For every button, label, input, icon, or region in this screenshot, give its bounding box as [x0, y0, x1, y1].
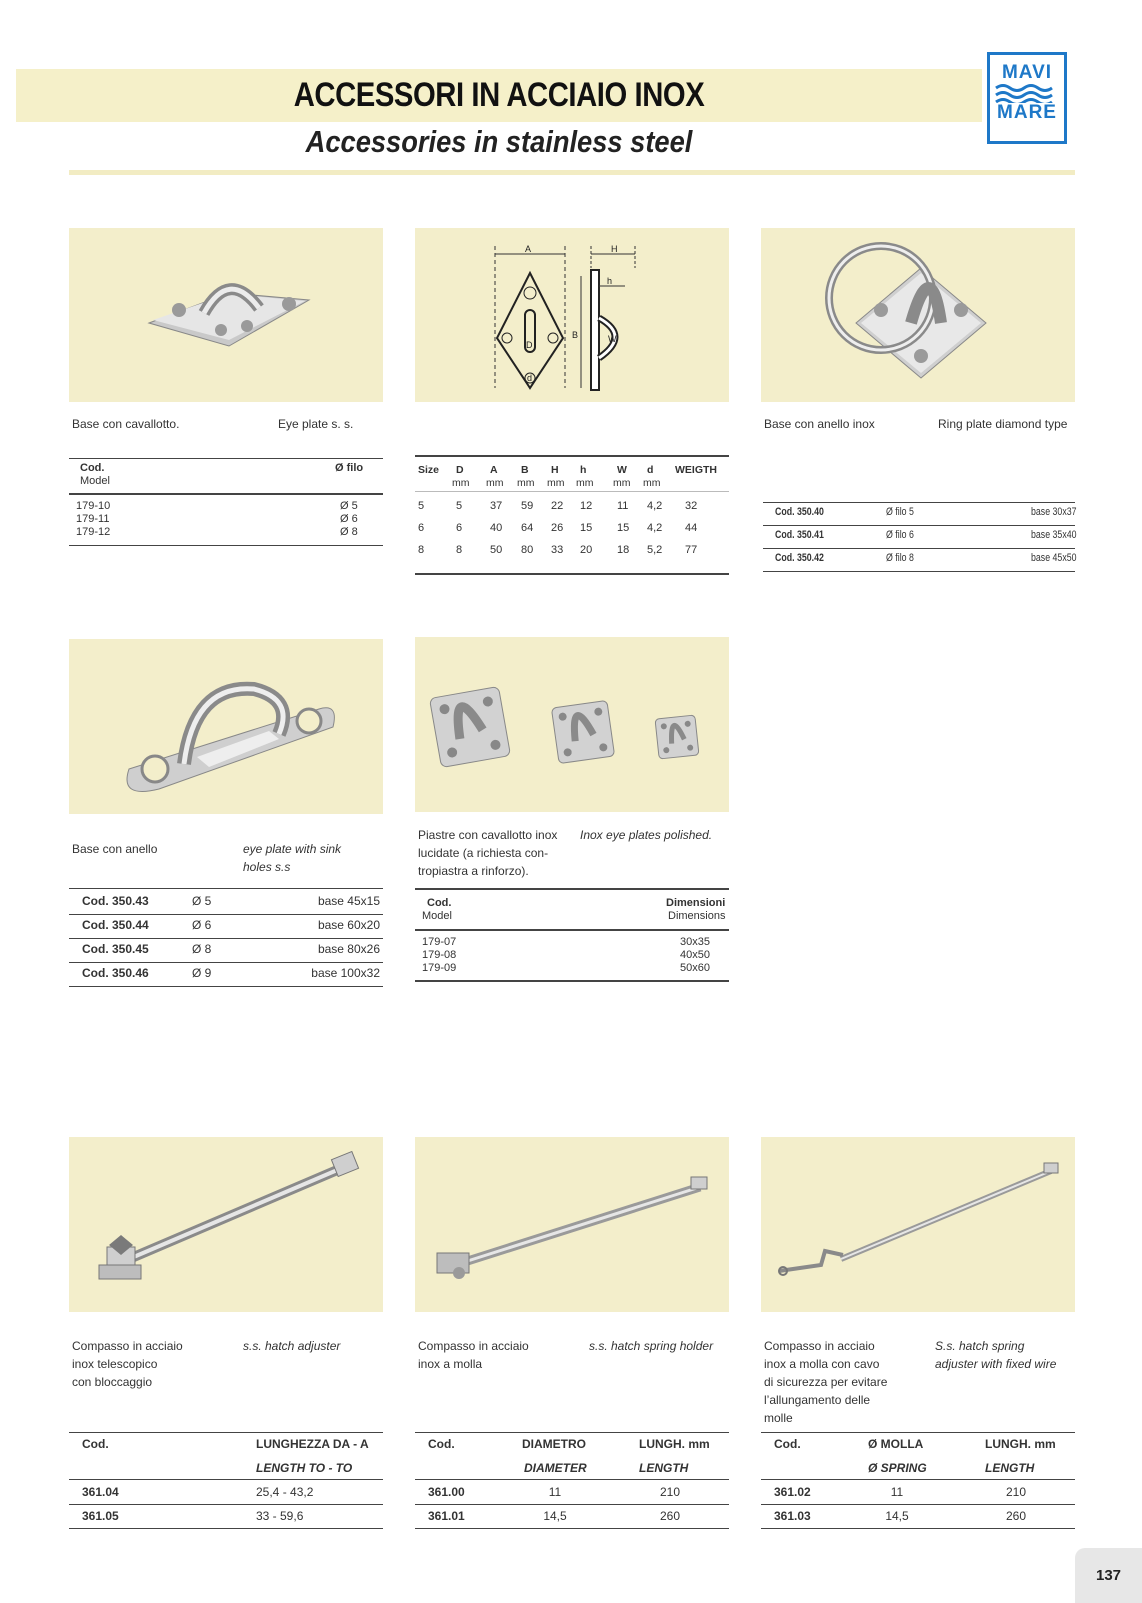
- table-rule: [763, 548, 1075, 549]
- square-plates-caption-en: Inox eye plates polished.: [580, 828, 713, 842]
- table-cell: 12: [580, 500, 593, 512]
- col-header: W: [617, 464, 627, 476]
- col-header-cod: Cod.: [80, 462, 105, 474]
- table-rule: [69, 986, 383, 987]
- table-rule: [69, 1528, 383, 1529]
- col-header-length-en: LENGTH: [985, 1461, 1035, 1475]
- model-code: 179-07: [422, 936, 457, 948]
- table-rule: [763, 502, 1075, 503]
- col-header-model: Model: [80, 475, 110, 487]
- base-value: base 60x20: [317, 918, 380, 932]
- col-header-cod: Cod.: [774, 1437, 801, 1451]
- col-header-length-en: LENGTH TO - TO: [256, 1461, 353, 1475]
- table-rule: [69, 458, 383, 459]
- col-header: WEIGTH: [675, 464, 717, 476]
- sink-plate-caption-en-1: eye plate with sink: [243, 842, 342, 856]
- table-rule: [69, 914, 383, 915]
- table-row: [76, 500, 110, 513]
- table-cell: 50: [490, 544, 503, 556]
- square-plates-caption-it-1: Piastre con cavallotto inox: [418, 828, 558, 842]
- table-rule: [761, 1504, 1075, 1505]
- table-cell: 64: [521, 522, 534, 534]
- diameter-value: 14,5: [543, 1509, 567, 1523]
- table-cell: 20: [580, 544, 593, 556]
- col-unit: mm: [486, 477, 504, 489]
- wire-hatch-adjuster-photo: [761, 1137, 1075, 1312]
- base-value: base 100x32: [311, 966, 380, 980]
- model-code: 179-09: [422, 962, 457, 974]
- model-code: 179-12: [76, 526, 111, 538]
- table-cell: 37: [490, 500, 503, 512]
- base-value: base 35x40: [1031, 529, 1077, 541]
- telescopic-caption-it-2: inox telescopico: [72, 1357, 158, 1371]
- wire-caption-it-4: l’allungamento delle: [764, 1393, 871, 1407]
- col-header: Size: [418, 464, 440, 476]
- col-header-filo: Ø filo: [335, 462, 364, 474]
- telescopic-caption-en: s.s. hatch adjuster: [243, 1339, 341, 1353]
- wire-caption-it-5: molle: [764, 1411, 793, 1425]
- col-header-cod: Cod.: [428, 1437, 455, 1451]
- col-header: A: [490, 464, 498, 476]
- base-value: base 45x50: [1031, 552, 1077, 564]
- page-number: 137: [1095, 1567, 1122, 1584]
- header-rule: [69, 170, 1075, 175]
- table-cell: 44: [685, 522, 698, 534]
- dimension-value: 30x35: [680, 936, 710, 948]
- base-value: base 45x15: [317, 894, 380, 908]
- spring-hatch-holder-photo: [415, 1137, 729, 1312]
- diameter-value: Ø 8: [192, 942, 212, 956]
- filo-value: Ø 8: [340, 526, 358, 538]
- telescopic-caption-it-1: Compasso in acciaio: [72, 1339, 183, 1353]
- table-rule: [415, 929, 729, 931]
- ring-plate-caption-it: Base con anello inox: [764, 417, 875, 431]
- product-code: Cod. 350.41: [775, 529, 824, 541]
- table-cell: 5: [418, 500, 425, 512]
- diameter-value: 11: [890, 1485, 904, 1499]
- table-cell: 5,2: [647, 544, 663, 556]
- diagram-label-d-upper: D: [526, 340, 533, 350]
- col-header-dimensioni: Dimensioni: [666, 897, 726, 909]
- table-cell: 8: [418, 544, 425, 556]
- col-header: D: [456, 464, 464, 476]
- table-rule: [69, 1432, 383, 1433]
- table-rule: [415, 1504, 729, 1505]
- diameter-value: 11: [548, 1485, 562, 1499]
- diameter-value: Ø 6: [192, 918, 212, 932]
- product-code: Cod. 350.44: [82, 918, 149, 932]
- col-header-diameter-en: DIAMETER: [524, 1461, 587, 1475]
- table-cell: 5: [456, 500, 463, 512]
- table-rule: [69, 1479, 383, 1480]
- product-code: 361.03: [774, 1509, 811, 1523]
- diagram-label-b: B: [572, 330, 579, 340]
- wire-caption-it-3: di sicurezza per evitare: [764, 1375, 888, 1389]
- table-cell: 26: [551, 522, 564, 534]
- table-cell: 33: [551, 544, 564, 556]
- col-header-length-en: LENGTH: [639, 1461, 689, 1475]
- table-cell: 59: [521, 500, 534, 512]
- filo-value: Ø filo 5: [886, 506, 914, 518]
- length-value: 260: [1005, 1509, 1027, 1523]
- table-rule: [763, 571, 1075, 572]
- diameter-value: Ø 9: [192, 966, 212, 980]
- sink-eye-plate-photo: [69, 639, 383, 814]
- table-cell: 18: [617, 544, 630, 556]
- table-rule: [415, 980, 729, 982]
- diagram-label-h-lower: h: [607, 276, 613, 286]
- table-cell: 80: [521, 544, 534, 556]
- product-code: Cod. 350.43: [82, 894, 149, 908]
- eye-plate-caption-it: Base con cavallotto.: [72, 417, 180, 431]
- length-value: 25,4 - 43,2: [256, 1485, 314, 1499]
- model-code: 179-08: [422, 949, 457, 961]
- table-rule: [415, 455, 729, 457]
- col-header-model: Model: [422, 910, 452, 922]
- col-header-cod: Cod.: [82, 1437, 109, 1451]
- table-rule: [69, 888, 383, 889]
- filo-value: Ø filo 6: [886, 529, 914, 541]
- col-header-length: LUNGHEZZA DA - A: [256, 1437, 369, 1451]
- telescopic-hatch-adjuster-photo: [69, 1137, 383, 1312]
- table-rule: [69, 962, 383, 963]
- col-header-cod: Cod.: [427, 897, 452, 909]
- table-cell: 77: [685, 544, 698, 556]
- length-value: 210: [659, 1485, 681, 1499]
- product-code: 361.04: [82, 1485, 119, 1499]
- col-header-length: LUNGH. mm: [985, 1437, 1056, 1451]
- table-cell: 22: [551, 500, 564, 512]
- page-title: ACCESSORI IN ACCIAIO INOX: [293, 76, 705, 114]
- filo-value: Ø 6: [340, 513, 358, 525]
- diameter-value: 14,5: [885, 1509, 909, 1523]
- filo-value: Ø filo 8: [886, 552, 914, 564]
- sink-plate-caption-en-2: holes s.s: [243, 860, 291, 874]
- ring-plate-caption-en: Ring plate diamond type: [938, 417, 1068, 431]
- table-rule: [415, 888, 729, 890]
- col-unit: mm: [517, 477, 535, 489]
- product-code: Cod. 350.42: [775, 552, 824, 564]
- square-plates-caption-it-2: lucidate (a richiesta con-: [418, 846, 549, 860]
- table-cell: 15: [617, 522, 630, 534]
- spring-caption-en: s.s. hatch spring holder: [589, 1339, 714, 1353]
- logo-text-bottom: MARE: [997, 102, 1057, 123]
- diagram-label-d-lower: d: [527, 373, 533, 383]
- length-value: 210: [1005, 1485, 1027, 1499]
- wire-caption-en-1: S.s. hatch spring: [935, 1339, 1025, 1353]
- col-header: d: [647, 464, 654, 476]
- table-rule: [415, 573, 729, 575]
- wire-caption-it-1: Compasso in acciaio: [764, 1339, 875, 1353]
- table-rule: [761, 1528, 1075, 1529]
- table-cell: 6: [418, 522, 425, 534]
- table-rule: [761, 1432, 1075, 1433]
- spring-caption-it-2: inox a molla: [418, 1357, 483, 1371]
- table-row: [76, 526, 110, 539]
- table-row: [76, 513, 109, 526]
- square-eye-plates-photo: [415, 637, 729, 812]
- table-rule: [69, 938, 383, 939]
- col-unit: mm: [547, 477, 565, 489]
- col-header-dimensions: Dimensions: [668, 910, 726, 922]
- sink-plate-caption-it: Base con anello: [72, 842, 158, 856]
- table-rule: [763, 525, 1075, 526]
- table-cell: 40: [490, 522, 503, 534]
- eye-plate-photo: [69, 228, 383, 402]
- telescopic-caption-it-3: con bloccaggio: [72, 1375, 153, 1389]
- diameter-value: Ø 5: [192, 894, 212, 908]
- table-cell: 4,2: [647, 500, 663, 512]
- product-code: Cod. 350.46: [82, 966, 149, 980]
- table-rule: [69, 545, 383, 546]
- table-rule: [415, 491, 729, 492]
- col-header-diameter: DIAMETRO: [522, 1437, 586, 1451]
- table-rule: [415, 1432, 729, 1433]
- page-subtitle: Accessories in stainless steel: [305, 124, 693, 159]
- model-code: 179-10: [76, 500, 111, 512]
- length-value: 260: [659, 1509, 681, 1523]
- ring-plate-photo: [761, 228, 1075, 402]
- product-code: 361.01: [428, 1509, 465, 1523]
- col-unit: mm: [613, 477, 631, 489]
- col-unit: mm: [643, 477, 661, 489]
- logo-text-top: MAVI: [1001, 62, 1053, 83]
- table-rule: [69, 493, 383, 495]
- table-rule: [415, 1528, 729, 1529]
- wire-caption-en-2: adjuster with fixed wire: [935, 1357, 1057, 1371]
- diagram-label-w: W: [608, 334, 617, 344]
- page-number-tab: [1075, 1548, 1142, 1603]
- table-cell: 8: [456, 544, 463, 556]
- spring-caption-it-1: Compasso in acciaio: [418, 1339, 529, 1353]
- dimension-value: 40x50: [680, 949, 710, 961]
- product-code: 361.02: [774, 1485, 811, 1499]
- table-cell: 32: [685, 500, 698, 512]
- col-header: H: [551, 464, 559, 476]
- product-code: 361.00: [428, 1485, 465, 1499]
- diagram-label-a: A: [525, 244, 532, 254]
- col-header: h: [580, 464, 587, 476]
- col-unit: mm: [452, 477, 470, 489]
- table-cell: 15: [580, 522, 593, 534]
- col-header-molla: Ø MOLLA: [868, 1437, 924, 1451]
- table-rule: [415, 1479, 729, 1480]
- col-header-length: LUNGH. mm: [639, 1437, 710, 1451]
- dimension-diagram: [415, 228, 729, 402]
- length-value: 33 - 59,6: [256, 1509, 304, 1523]
- table-cell: 11: [617, 500, 629, 512]
- diagram-label-h-upper: H: [611, 244, 618, 254]
- table-cell: 4,2: [647, 522, 663, 534]
- col-header: B: [521, 464, 529, 476]
- eye-plate-caption-en: Eye plate s. s.: [278, 417, 354, 431]
- table-rule: [761, 1479, 1075, 1480]
- product-code: Cod. 350.45: [82, 942, 149, 956]
- waves-icon: [990, 83, 1064, 103]
- col-header-spring-en: Ø SPRING: [868, 1461, 927, 1475]
- col-unit: mm: [576, 477, 594, 489]
- base-value: base 30x37: [1031, 506, 1077, 518]
- product-code: 361.05: [82, 1509, 119, 1523]
- brand-logo: [987, 52, 1067, 144]
- filo-value: Ø 5: [340, 500, 358, 512]
- model-code: 179-11: [76, 513, 110, 525]
- square-plates-caption-it-3: tropiastra a rinforzo).: [418, 864, 529, 878]
- table-rule: [69, 1504, 383, 1505]
- product-code: Cod. 350.40: [775, 506, 824, 518]
- table-cell: 6: [456, 522, 463, 534]
- wire-caption-it-2: inox a molla con cavo: [764, 1357, 880, 1371]
- dimension-value: 50x60: [680, 962, 710, 974]
- base-value: base 80x26: [317, 942, 380, 956]
